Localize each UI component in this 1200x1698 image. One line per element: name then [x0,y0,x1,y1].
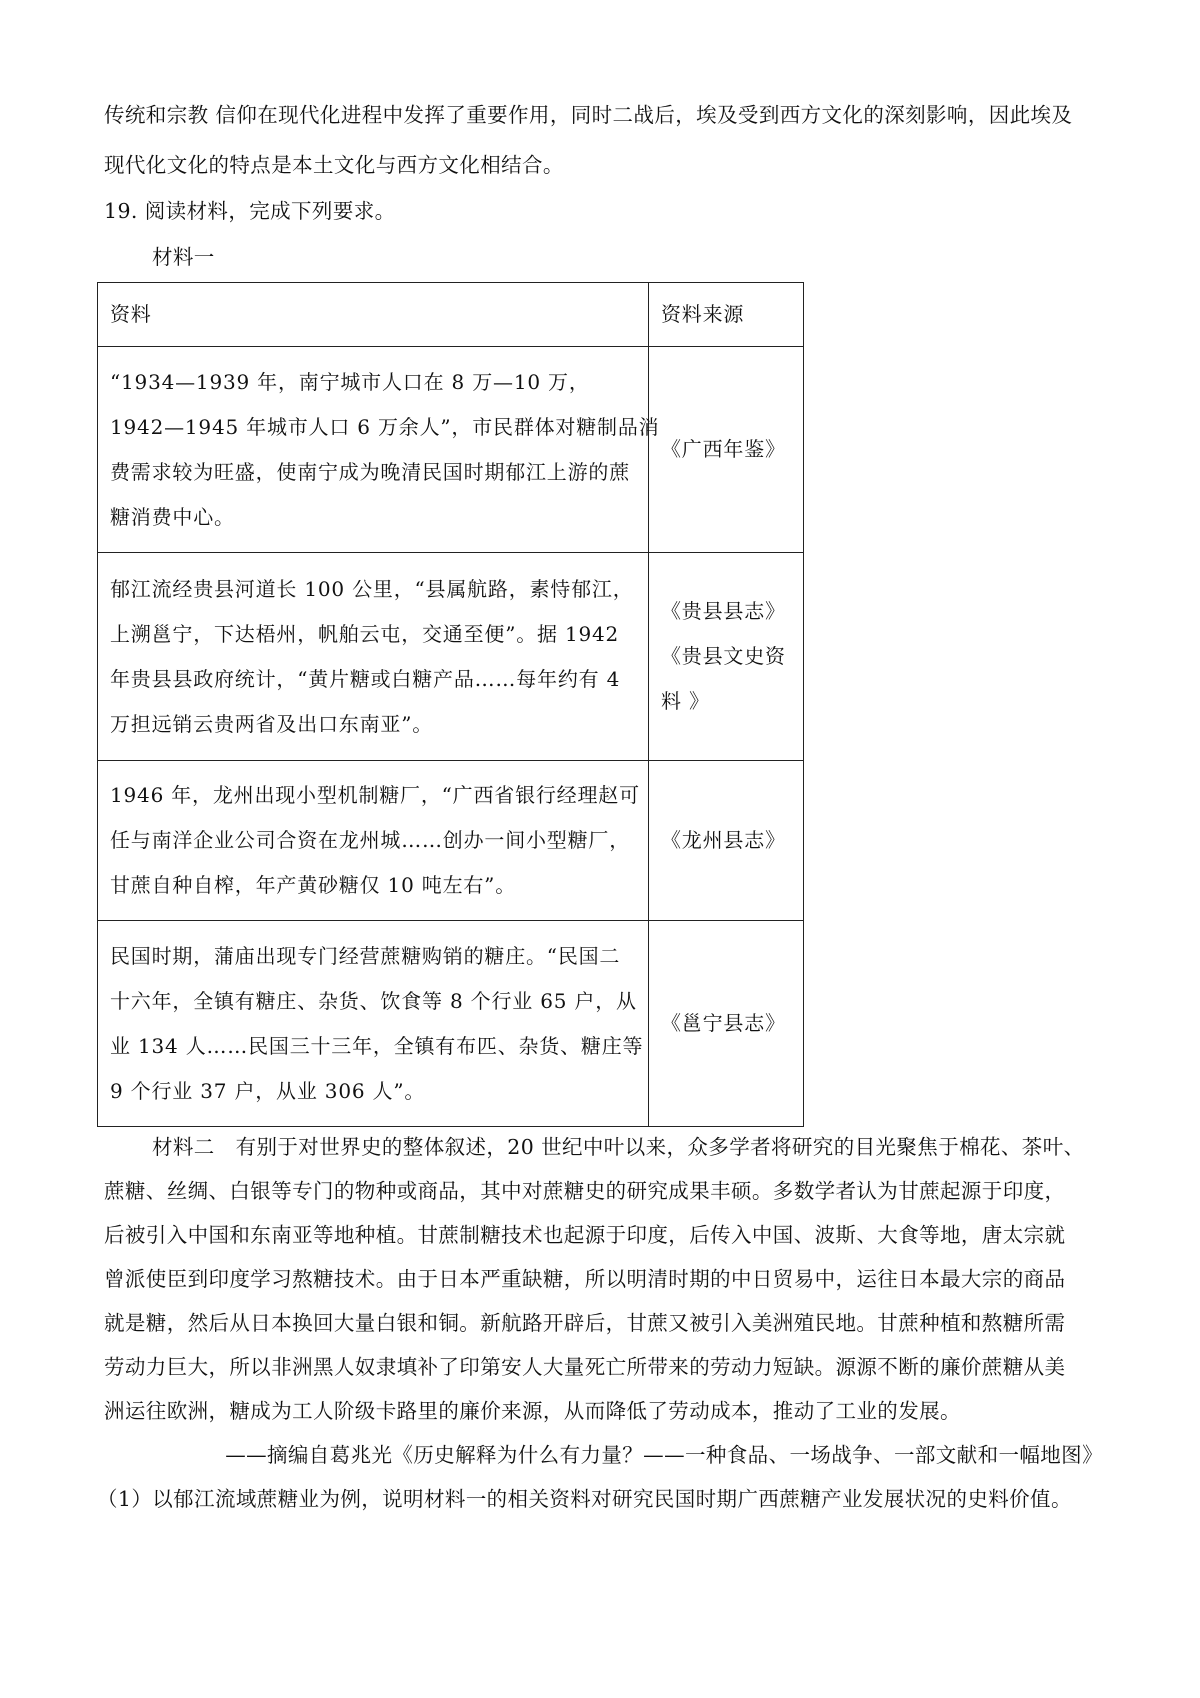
cell-line: 万担远销云贵两省及出口东南亚”。 [110,711,434,736]
material-one-label: 材料一 [152,245,215,269]
material-two-line: 就是糖，然后从日本换回大量白银和铜。新航路开辟后，甘蔗又被引入美洲殖民地。甘蔗种植和熬糖所需 [104,1311,1066,1335]
material-two-line: 后被引入中国和东南亚等地种植。甘蔗制糖技术也起源于印度，后传入中国、波斯、大食等地，唐太宗就 [104,1223,1066,1247]
intro-line-1: 传统和宗教 信仰在现代化进程中发挥了重要作用，同时二战后，埃及受到西方文化的深刻影响，因此埃及 [104,103,1073,127]
source-line: 《邕宁县志》 [661,1011,786,1035]
cell-line: 郁江流经贵县河道长 100 公里，“县属航路，素恃郁江， [110,576,634,601]
table-header-source: 资料来源 [649,283,804,347]
table-header-row [98,283,804,347]
cell-line: 9 个行业 37 户，从业 306 人”。 [110,1078,426,1103]
source-line: 《龙州县志》 [661,828,786,852]
table-row [98,921,804,1127]
table-cell-material [98,347,660,553]
material-two-line: 劳动力巨大，所以非洲黑人奴隶填补了印第安人大量死亡所带来的劳动力短缺。源源不断的廉价蔗糖从美 [104,1355,1066,1379]
cell-line: 上溯邕宁，下达梧州，帆舶云屯，交通至便”。据 1942 [110,621,620,646]
table-cell-source [649,553,804,761]
cell-line: 费需求较为旺盛，使南宁成为晚清民国时期郁江上游的蔗 [110,459,630,484]
table-cell-source [649,921,804,1127]
material-two-line: 曾派使臣到印度学习熬糖技术。由于日本严重缺糖，所以明清时期的中日贸易中，运往日本最大宗的商品 [104,1267,1066,1291]
question-header: 19. 阅读材料，完成下列要求。 [104,199,396,223]
cell-line: 十六年，全镇有糖庄、杂货、饮食等 8 个行业 65 户，从 [110,988,637,1013]
cell-line: 糖消费中心。 [110,504,235,529]
table-cell-material [98,921,649,1127]
table-header-material: 资料 [98,283,649,347]
table-row [98,347,804,553]
table-cell-source [649,347,804,553]
source-line: 料 》 [661,689,710,713]
question-one: （1）以郁江流域蔗糖业为例，说明材料一的相关资料对研究民国时期广西蔗糖产业发展状况的史料价值。 [97,1487,1072,1511]
table-row [98,553,804,761]
source-attribution: ——摘编自葛兆光《历史解释为什么有力量？——一种食品、一场战争、一部文献和一幅地图》 [225,1443,1103,1467]
cell-line: 1946 年，龙州出现小型机制糖厂，“广西省银行经理赵可 [110,783,640,807]
table-cell-material [98,761,649,921]
cell-line: 年贵县县政府统计，“黄片糖或白糖产品……每年约有 4 [110,666,621,691]
source-line: 《贵县文史资 [661,644,786,668]
cell-line: 民国时期，蒲庙出现专门经营蔗糖购销的糖庄。“民国二 [110,943,621,968]
cell-line: 1942—1945 年城市人口 6 万余人”，市民群体对糖制品消 [110,414,660,439]
source-line: 《广西年鉴》 [661,437,786,461]
cell-line: 任与南洋企业公司合资在龙州城……创办一间小型糖厂， [110,828,630,852]
intro-line-2: 现代化文化的特点是本土文化与西方文化相结合。 [104,153,564,177]
material-two-line: 蔗糖、丝绸、白银等专门的物种或商品，其中对蔗糖史的研究成果丰硕。多数学者认为甘蔗起源于印度， [104,1179,1066,1203]
cell-line: 甘蔗自种自榨，年产黄砂糖仅 10 吨左右”。 [110,873,516,897]
material-one-table [97,282,804,1127]
material-two-line: 洲运往欧洲，糖成为工人阶级卡路里的廉价来源，从而降低了劳动成本，推动了工业的发展。 [104,1399,961,1423]
source-line: 《贵县县志》 [661,599,786,623]
table-cell-source [649,761,804,921]
material-two-line: 材料二 有别于对世界史的整体叙述，20 世纪中叶以来，众多学者将研究的目光聚焦于棉花、茶叶、 [152,1135,1085,1159]
cell-line: 业 134 人……民国三十三年，全镇有布匹、杂货、糖庄等 [110,1033,644,1058]
table-cell-material [98,553,649,761]
cell-line: “1934—1939 年，南宁城市人口在 8 万—10 万， [110,369,590,394]
table-row [98,761,804,921]
